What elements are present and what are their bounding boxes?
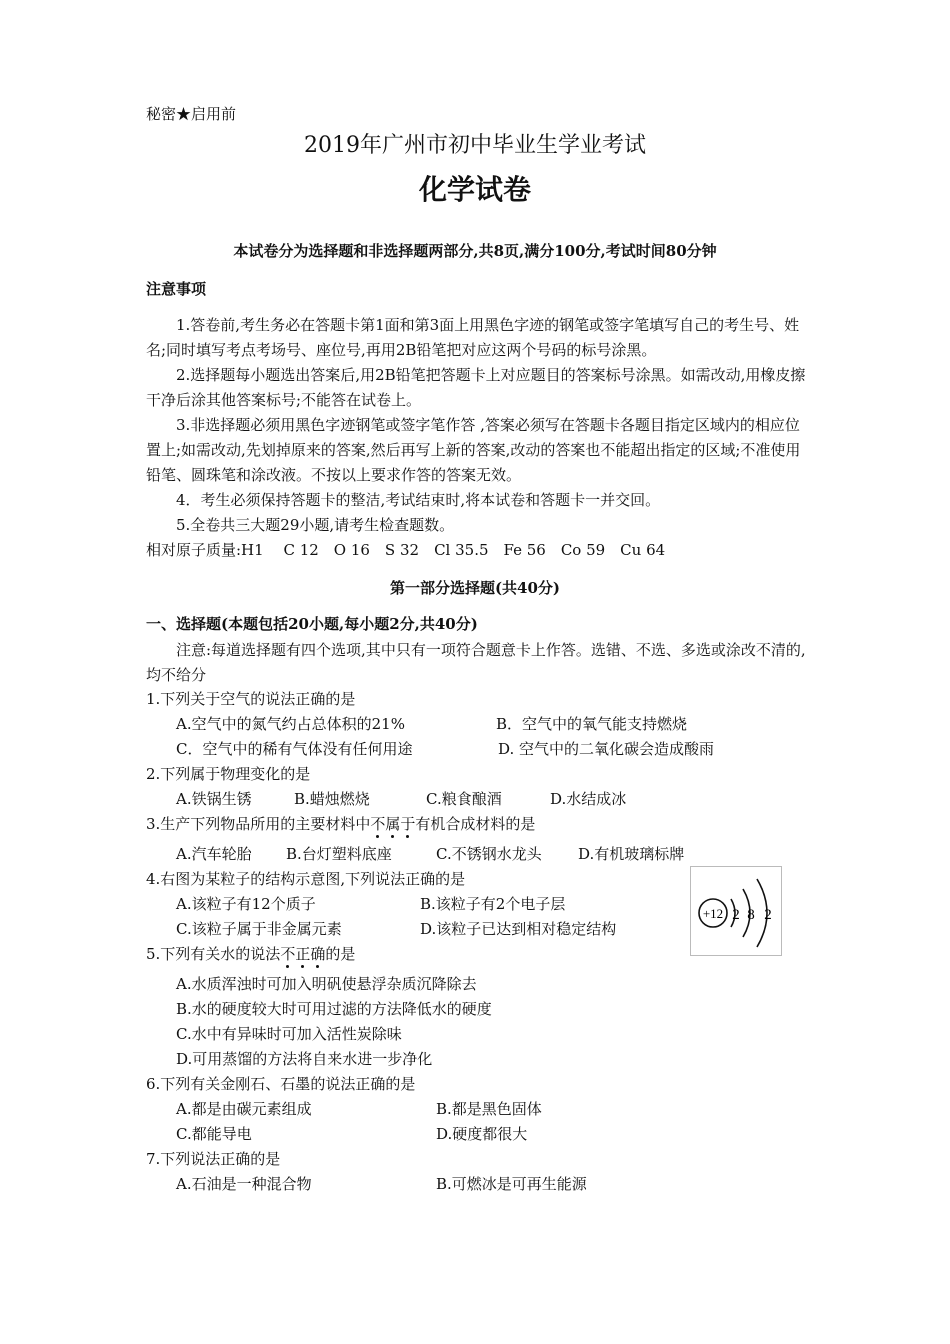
note-4: 4．考生必须保持答题卡的整洁,考试结束时,将本试卷和答题卡一并交回。	[176, 491, 661, 509]
q5-option-d: D.可用蒸馏的方法将自来水进一步净化	[176, 1050, 433, 1068]
note-3: 3.非选择题必须用黑色字迹钢笔或签字笔作答 ,答案必须写在答题卡各题目指定区域内的相应位置上;如需改动,先划掉原来的答案,然后再写上新的答案,改动的答案也不能超出指定的区域;不准使用铅笔、圆珠笔和涂改液。不按以上要求作答的答案无效。	[146, 416, 801, 484]
secret-label: 秘密★启用前	[146, 105, 237, 123]
q4-option-c: C.该粒子属于非金属元素	[176, 920, 342, 938]
note-1: 1.答卷前,考生务必在答题卡第1面和第3面上用黑色字迹的钢笔或签字笔填写自己的考生号、姓名;同时填写考点考场号、座位号,再用2B铅笔把对应这两个号码的标号涂黑。	[146, 316, 800, 359]
q5-stem-pre: 5.下列有关水的说法	[146, 945, 281, 963]
section-note: 注意:每道选择题有四个选项,其中只有一项符合题意卡上作答。选错、不选、多选或涂改不清的,均不给分	[146, 641, 806, 684]
q6-stem: 6.下列有关金刚石、石墨的说法正确的是	[146, 1075, 416, 1093]
q4-option-a: A.该粒子有12个质子	[176, 895, 316, 913]
q7-option-a: A.石油是一种混合物	[176, 1175, 312, 1193]
atom-structure-diagram	[690, 866, 782, 956]
q6-option-d: D.硬度都很大	[436, 1125, 528, 1143]
atomic-masses: 相对原子质量:H1 C 12 O 16 S 32 Cl 35.5 Fe 56 Co 59 Cu 64	[146, 541, 666, 559]
q2-option-a: A.铁锅生锈	[176, 790, 252, 808]
q2-option-c: C.粮食酿酒	[426, 790, 502, 808]
q3-emphasis-1: 不	[370, 815, 386, 833]
shell-electrons-1: 2	[732, 907, 740, 923]
q1-option-a: A.空气中的氮气约占总体积的21%	[176, 715, 405, 733]
q4-option-d: D.该粒子已达到相对稳定结构	[420, 920, 617, 938]
q6-option-b: B.都是黑色固体	[436, 1100, 542, 1118]
atom-structure-svg	[691, 867, 781, 955]
exam-info: 本试卷分为选择题和非选择题两部分,共8页,满分100分,考试时间80分钟	[233, 242, 717, 260]
part1-title: 第一部分选择题(共40分)	[389, 579, 561, 597]
q3-stem-post: 有机合成材料的是	[415, 815, 536, 833]
q4-option-b: B.该粒子有2个电子层	[420, 895, 566, 913]
q5-stem	[146, 944, 355, 964]
q3-option-d: D.有机玻璃标牌	[578, 845, 685, 863]
q7-option-b: B.可燃冰是可再生能源	[436, 1175, 587, 1193]
shell-electrons-3: 2	[764, 907, 772, 923]
q7-stem: 7.下列说法正确的是	[146, 1150, 281, 1168]
q1-option-c: C．空气中的稀有气体没有任何用途	[176, 740, 413, 758]
q3-option-b: B.台灯塑料底座	[286, 845, 392, 863]
q3-emphasis-2: 属	[385, 815, 401, 833]
q3-option-a: A.汽车轮胎	[176, 845, 252, 863]
q4-stem: 4.右图为某粒子的结构示意图,下列说法正确的是	[146, 870, 466, 888]
q2-option-d: D.水结成冰	[550, 790, 627, 808]
q6-option-c: C.都能导电	[176, 1125, 252, 1143]
nucleus-charge: +12	[702, 906, 724, 921]
shell-electrons-2: 8	[747, 907, 755, 923]
q5-stem-post: 的是	[325, 945, 356, 963]
q1-option-d: D. 空气中的二氧化碳会造成酸雨	[498, 740, 715, 758]
note-5: 5.全卷共三大题29小题,请考生检查题数。	[176, 516, 455, 534]
note-2: 2.选择题每小题选出答案后,用2B铅笔把答题卡上对应题目的答案标号涂黑。如需改动,用橡皮擦干净后涂其他答案标号;不能答在试卷上。	[146, 366, 806, 409]
q5-option-a: A.水质浑浊时可加入明矾使悬浮杂质沉降除去	[176, 975, 477, 993]
q3-stem-pre: 3.生产下列物品所用的主要材料中	[146, 815, 371, 833]
q6-option-a: A.都是由碳元素组成	[176, 1100, 312, 1118]
q3-emphasis-3: 于	[400, 815, 416, 833]
q3-option-c: C.不锈钢水龙头	[436, 845, 542, 863]
q1-stem: 1.下列关于空气的说法正确的是	[146, 690, 356, 708]
notes-heading: 注意事项	[146, 280, 207, 298]
q2-stem: 2.下列属于物理变化的是	[146, 765, 311, 783]
q1-option-b: B．空气中的氧气能支持燃烧	[496, 715, 688, 733]
q5-option-c: C.水中有异味时可加入活性炭除味	[176, 1025, 402, 1043]
q5-emphasis-2: 正	[295, 945, 311, 963]
subject-title: 化学试卷	[418, 173, 531, 206]
q3-stem	[146, 814, 535, 834]
section-heading: 一、选择题(本题包括20小题,每小题2分,共40分)	[146, 615, 478, 633]
q5-emphasis-3: 确	[310, 945, 326, 963]
q5-emphasis-1: 不	[280, 945, 296, 963]
q5-option-b: B.水的硬度较大时可用过滤的方法降低水的硬度	[176, 1000, 492, 1018]
q2-option-b: B.蜡烛燃烧	[294, 790, 370, 808]
exam-title: 2019年广州市初中毕业生学业考试	[304, 133, 646, 158]
